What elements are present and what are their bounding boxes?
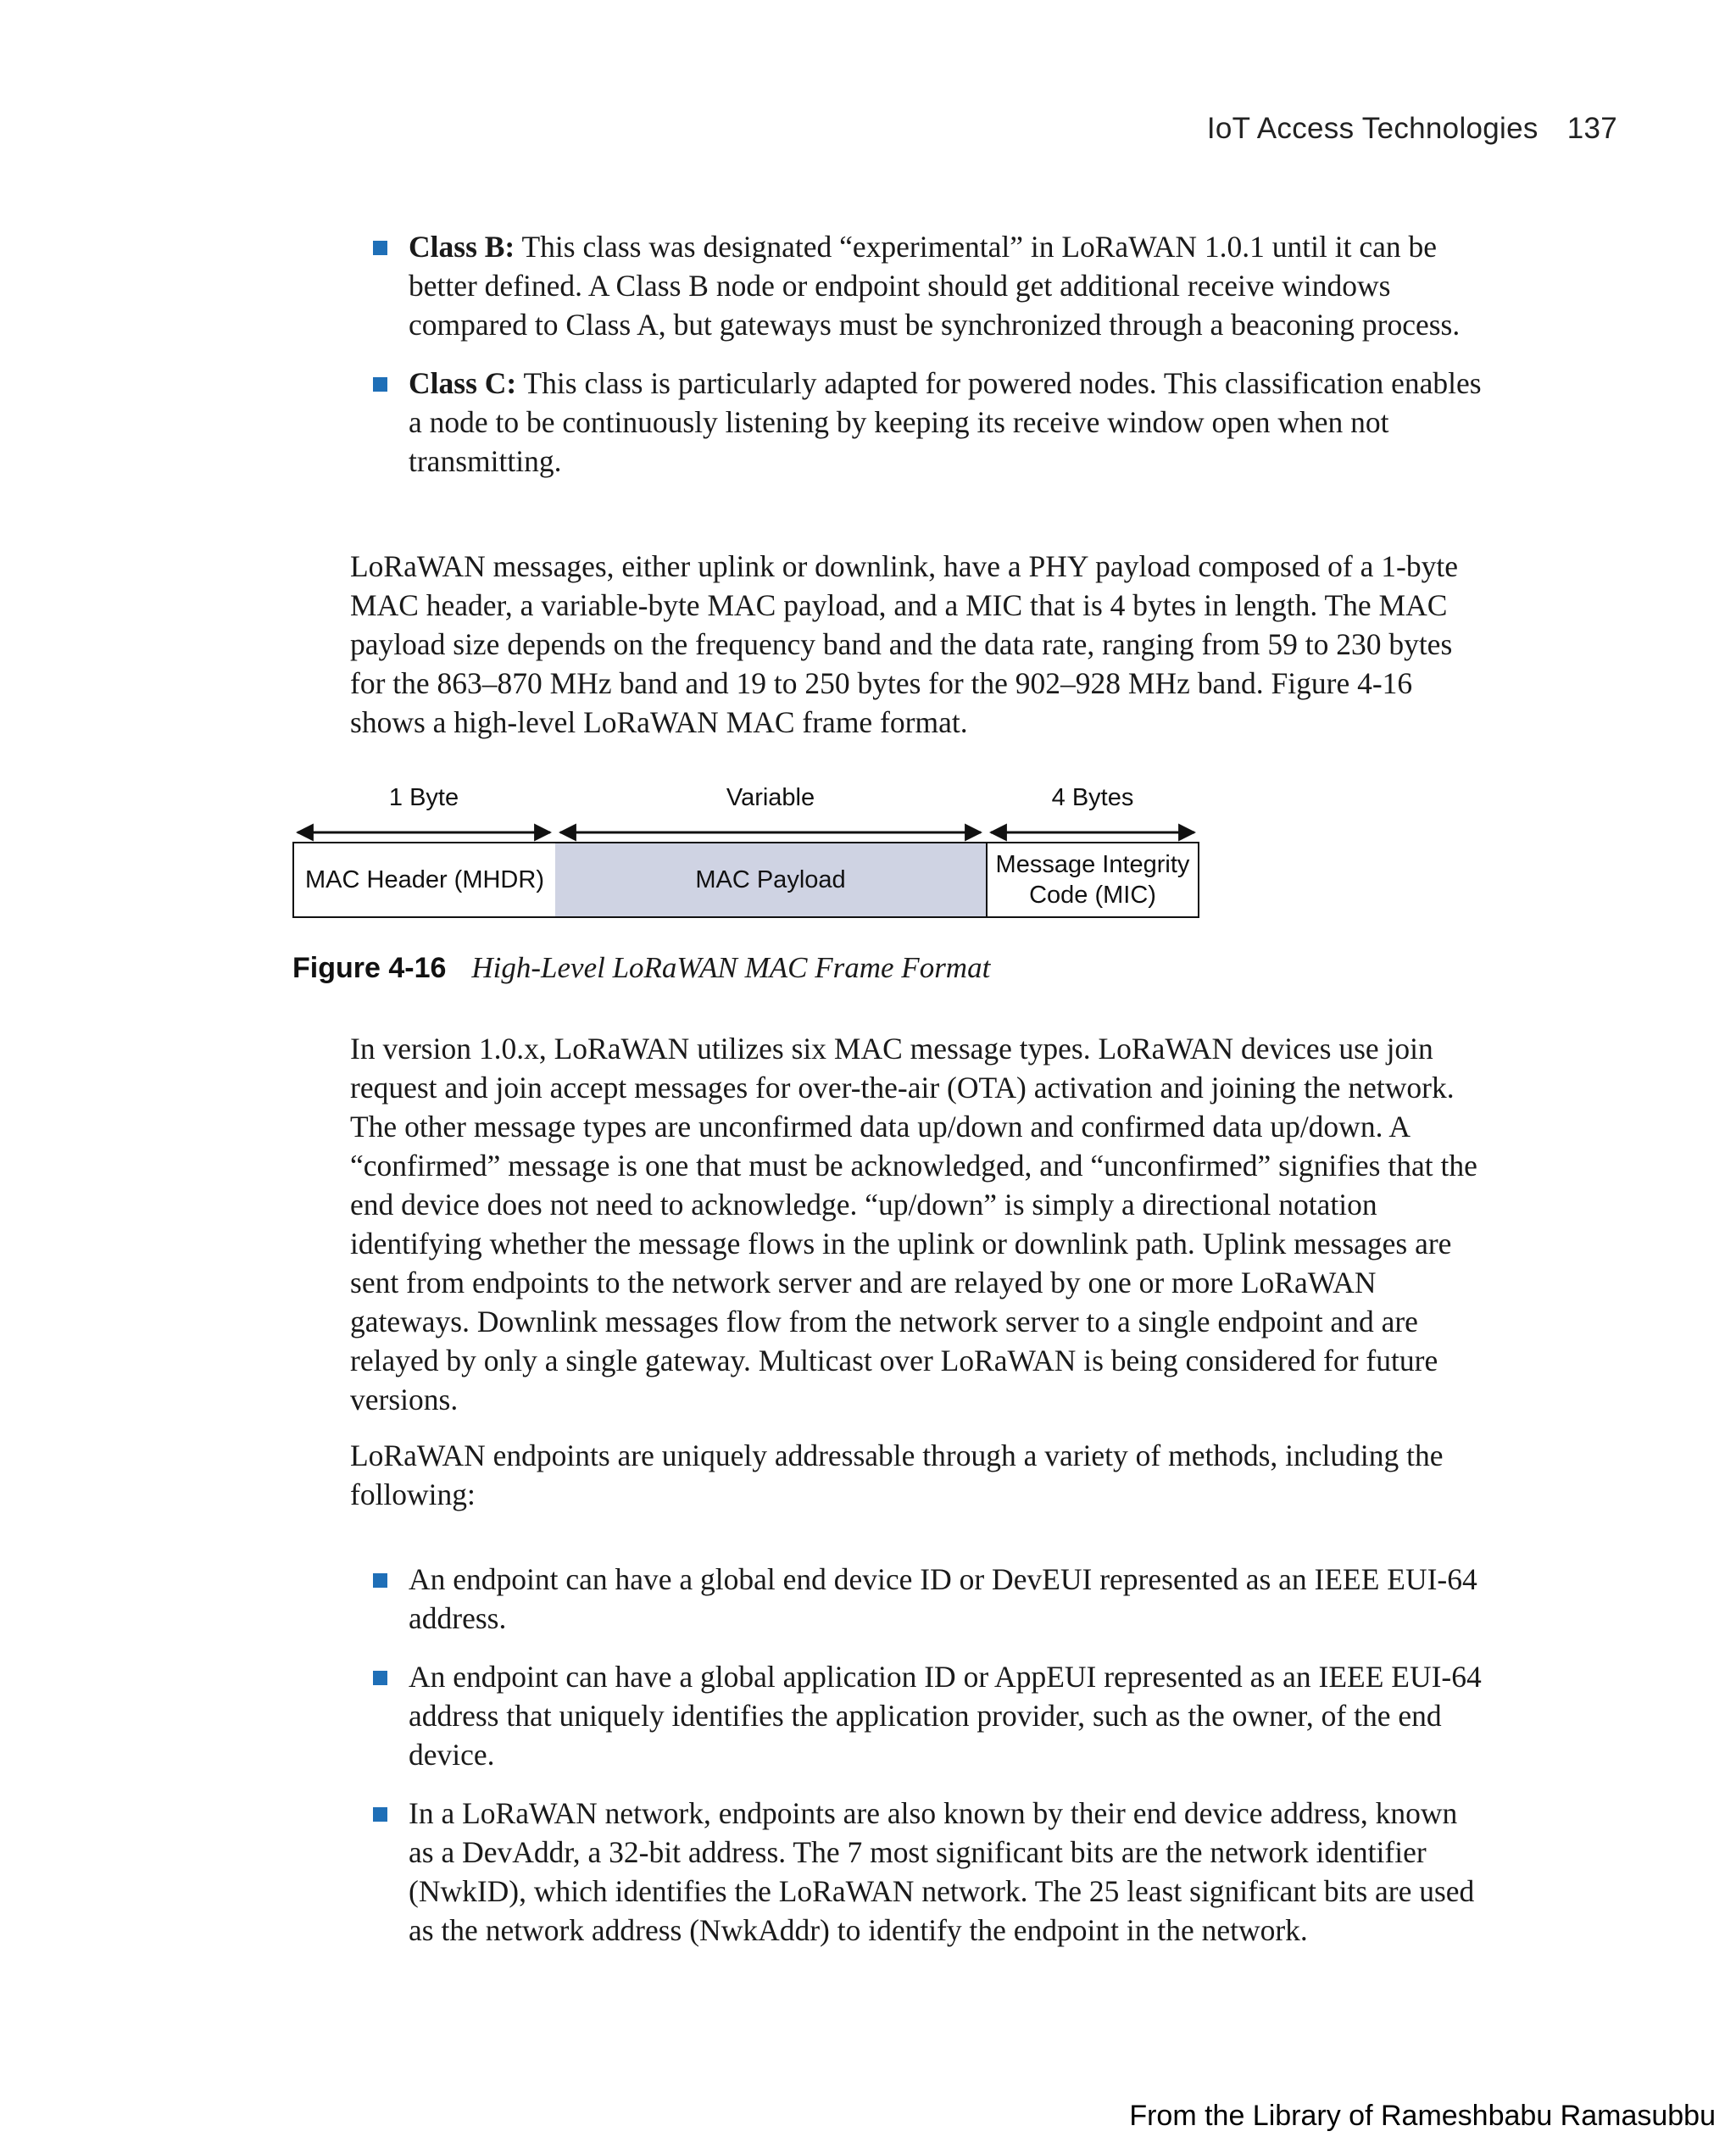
- text-class-c: This class is particularly adapted for powered nodes. This classification enables a node to be continuously listening by keeping its receive window open when not transmitting.: [409, 366, 1482, 478]
- size-label-header: 1 Byte: [388, 784, 459, 811]
- bullet-square-icon: [373, 241, 387, 255]
- bullet-square-icon: [373, 1807, 387, 1822]
- mac-frame-figure: [292, 784, 1199, 928]
- class-list: [373, 227, 1483, 500]
- library-footer: From the Library of Rameshbabu Ramasubbu: [1129, 2100, 1716, 2132]
- text-devaddr: In a LoRaWAN network, endpoints are also known by their end device address, known as a DevAddr, a 32-bit address. The 7 most significant bits are the network identifier (NwkID), which identifies the LoRaWAN network. The 25 least significant bits are used as the network address (NwkAddr) to identify the endpoint in the network.: [409, 1796, 1475, 1947]
- text-deveui: An endpoint can have a global end device ID or DevEUI represented as an IEEE EUI-64 address.: [409, 1562, 1477, 1635]
- running-title: IoT Access Technologies: [1206, 112, 1538, 145]
- field-mac-payload: [555, 842, 988, 918]
- running-head: [1207, 112, 1617, 146]
- field-mic-label: [996, 849, 1190, 910]
- list-item-devaddr: [373, 1794, 1483, 1950]
- paragraph-addressing-intro: LoRaWAN endpoints are uniquely addressable through a variety of methods, including the following:: [350, 1438, 1444, 1511]
- bullet-square-icon: [373, 1573, 387, 1588]
- page-number: 137: [1566, 112, 1617, 145]
- list-item-deveui: [373, 1560, 1483, 1638]
- list-item-class-c: [373, 364, 1483, 481]
- field-mic: [986, 842, 1199, 918]
- field-mic-line1: Message Integrity: [995, 851, 1190, 878]
- size-label-mic: 4 Bytes: [1051, 784, 1134, 811]
- size-label-payload: Variable: [726, 784, 815, 811]
- address-list: [373, 1560, 1483, 1969]
- paragraph-message-types: In version 1.0.x, LoRaWAN utilizes six MAC message types. LoRaWAN devices use join request and join accept messages for over-the-air (OTA) activation and joining the network. The other message types are unconfirmed data up/down and confirmed data up/down. A “confirmed” message is one that must be acknowledged, and “unconfirmed” signifies that the end device does not need to acknowledge. “up/down” is simply a directional notation identifying whether the message flows in the uplink or downlink path. Uplink messages are sent from endpoints to the network server and are relayed by one or more LoRaWAN gateways. Downlink messages flow from the network server to a single endpoint and are relayed by only a single gateway. Multicast over LoRaWAN is being considered for future versions.: [350, 1032, 1477, 1416]
- term-class-c: Class C:: [409, 366, 517, 400]
- field-mac-payload-label: MAC Payload: [695, 866, 846, 893]
- text-class-b: This class was designated “experimental” in LoRaWAN 1.0.1 until it can be better defined. A Class B node or endpoint should get additional receive windows compared to Class A, but gateways must be synchronized through a beaconing process.: [409, 230, 1461, 342]
- list-item-appeui: [373, 1657, 1483, 1774]
- figure-caption: [292, 951, 990, 985]
- text-appeui: An endpoint can have a global application ID or AppEUI represented as an IEEE EUI-64 address that uniquely identifies the application provider, such as the owner, of the end device.: [409, 1660, 1482, 1772]
- bullet-square-icon: [373, 377, 387, 392]
- field-mac-header-label: MAC Header (MHDR): [305, 866, 544, 893]
- bullet-square-icon: [373, 1671, 387, 1685]
- term-class-b: Class B:: [409, 230, 515, 264]
- caption-title: High-Level LoRaWAN MAC Frame Format: [471, 951, 991, 984]
- field-mac-header: [292, 842, 557, 918]
- paragraph-payload: LoRaWAN messages, either uplink or downlink, have a PHY payload composed of a 1-byte MAC header, a variable-byte MAC payload, and a MIC that is 4 bytes in length. The MAC payload size depends on the frequency band and the data rate, ranging from 59 to 230 bytes for the 863–870 MHz band and 19 to 250 bytes for the 902–928 MHz band. Figure 4-16 shows a high-level LoRaWAN MAC frame format.: [350, 549, 1458, 739]
- list-item-class-b: [373, 227, 1483, 344]
- caption-label: Figure 4-16: [292, 952, 447, 984]
- field-mic-line2: Code (MIC): [1029, 882, 1156, 909]
